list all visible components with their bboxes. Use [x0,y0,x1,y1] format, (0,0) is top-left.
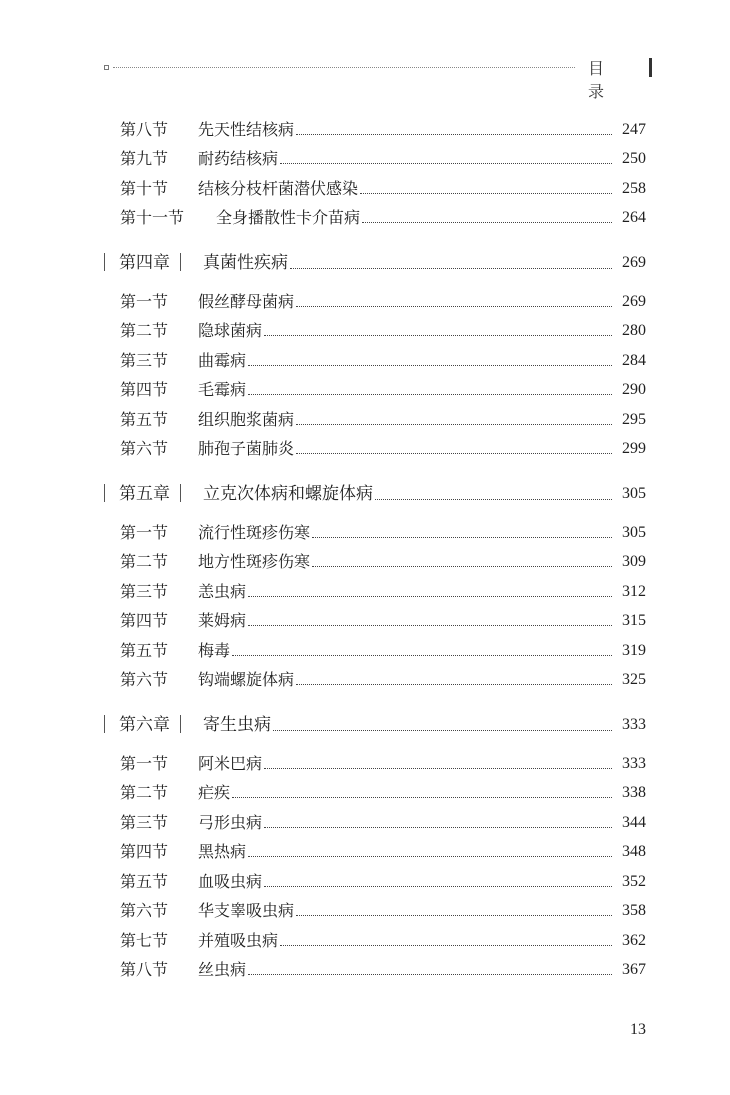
section-label: 第三节 [120,350,169,370]
section-page-number: 309 [622,553,646,570]
section-title: 先天性结核病 [198,119,295,139]
toc-section-entry[interactable] [104,774,646,804]
section-label: 第五节 [120,640,169,660]
section-page-number: 358 [622,902,646,919]
toc-section-entry[interactable] [104,862,646,892]
dot-leader [280,945,612,946]
section-title: 并殖吸虫病 [198,930,279,950]
section-title: 弓形虫病 [198,812,263,832]
section-title: 全身播散性卡介苗病 [216,208,361,227]
section-title: 地方性斑疹伤寒 [198,552,311,571]
chapter-divider [180,484,181,502]
toc-section-entry[interactable] [104,430,646,460]
section-title: 流行性斑疹伤寒 [198,522,311,542]
section-label: 第十节 [120,178,169,198]
section-label: 第一节 [120,522,169,542]
header-dotted-rule [113,67,575,68]
section-label: 第三节 [120,812,169,832]
toc-section-entry[interactable] [104,140,646,170]
section-page-number: 280 [622,322,646,339]
section-title: 梅毒 [198,640,231,660]
section-label: 第六节 [120,901,169,920]
section-page-number: 315 [622,612,646,629]
section-page-number: 250 [622,150,646,167]
toc-section-entry[interactable] [104,572,646,602]
dot-leader [296,684,612,685]
section-title: 丝虫病 [198,960,247,979]
section-page-number: 258 [622,179,646,197]
chapter-title: 立克次体病和螺旋体病 [203,484,373,504]
section-title: 曲霉病 [198,350,247,370]
toc-section-entry[interactable] [104,543,646,573]
chapter-label: 第六章 [119,715,170,735]
section-label: 第二节 [120,321,169,340]
section-page-number: 305 [622,523,646,541]
chapter-title: 寄生虫病 [203,715,271,735]
section-label: 第二节 [120,783,169,802]
dot-leader [375,499,612,500]
chapter-divider [180,253,181,271]
dot-leader [296,134,612,135]
section-page-number: 247 [622,120,646,138]
section-label: 第八节 [120,960,169,979]
toc-section-entry[interactable] [104,661,646,691]
section-label: 第五节 [120,409,169,429]
chapter-title: 真菌性疾病 [203,253,288,273]
dot-leader [296,306,612,307]
dot-leader [296,424,612,425]
dot-leader [312,537,612,538]
page-number: 13 [630,1021,646,1038]
section-label: 第六节 [120,670,169,689]
section-page-number: 284 [622,351,646,369]
toc-section-entry[interactable] [104,169,646,199]
section-page-number: 264 [622,209,646,226]
section-label: 第八节 [120,119,169,139]
dot-leader [362,222,612,223]
toc-chapter-entry[interactable] [104,475,646,505]
section-title: 耐药结核病 [198,149,279,168]
section-page-number: 348 [622,843,646,860]
section-page-number: 362 [622,931,646,949]
dot-leader [280,163,612,164]
section-title: 隐球菌病 [198,321,263,340]
toc-section-entry[interactable] [104,803,646,833]
dot-leader [248,394,612,395]
dot-leader [248,365,612,366]
section-label: 第四节 [120,380,169,399]
toc-section-entry[interactable] [104,312,646,342]
chapter-divider [180,715,181,733]
section-label: 第一节 [120,291,169,311]
toc-section-entry[interactable] [104,110,646,140]
dot-leader [232,797,612,798]
section-title: 肺孢子菌肺炎 [198,439,295,458]
section-label: 第四节 [120,842,169,861]
toc-section-entry[interactable] [104,371,646,401]
dot-leader [264,886,612,887]
toc-section-entry[interactable] [104,602,646,632]
section-page-number: 295 [622,410,646,428]
section-label: 第四节 [120,611,169,630]
section-page-number: 312 [622,582,646,600]
dot-leader [312,566,612,567]
running-header [104,56,652,101]
section-label: 第九节 [120,149,169,168]
section-page-number: 352 [622,872,646,890]
section-label: 第五节 [120,871,169,891]
section-title: 莱姆病 [198,611,247,630]
section-page-number: 333 [622,754,646,772]
toc-section-entry[interactable] [104,400,646,430]
section-label: 第七节 [120,930,169,950]
section-title: 疟疾 [198,783,231,802]
header-title: 目 录 [588,59,617,101]
dot-leader [264,768,612,769]
toc-section-entry[interactable] [104,513,646,543]
section-label: 第一节 [120,753,169,773]
toc-section-entry[interactable] [104,951,646,981]
section-title: 恙虫病 [198,581,247,601]
dot-leader [360,193,612,194]
dot-leader [248,974,612,975]
section-page-number: 319 [622,641,646,659]
chapter-bar [104,715,105,733]
section-page-number: 325 [622,671,646,688]
section-title: 阿米巴病 [198,753,263,773]
toc-section-entry[interactable] [104,199,646,229]
section-page-number: 338 [622,784,646,801]
section-label: 第六节 [120,439,169,458]
chapter-label: 第四章 [119,253,170,273]
chapter-page-number: 333 [622,716,646,733]
header-rule-marker [104,65,109,70]
toc-section-entry[interactable] [104,833,646,863]
section-label: 第十一节 [120,208,185,227]
section-page-number: 299 [622,440,646,457]
section-page-number: 269 [622,292,646,310]
dot-leader [232,655,612,656]
section-page-number: 290 [622,381,646,398]
dot-leader [264,827,612,828]
toc-section-entry[interactable] [104,341,646,371]
toc-section-entry[interactable] [104,744,646,774]
section-title: 组织胞浆菌病 [198,409,295,429]
chapter-label: 第五章 [119,484,170,504]
header-bar [649,58,652,77]
dot-leader [264,335,612,336]
dot-leader [290,268,612,269]
dot-leader [248,856,612,857]
dot-leader [296,453,612,454]
section-title: 血吸虫病 [198,871,263,891]
chapter-page-number: 269 [622,254,646,271]
toc-chapter-entry[interactable] [104,706,646,736]
toc-section-entry[interactable] [104,631,646,661]
toc-section-entry[interactable] [104,282,646,312]
dot-leader [296,915,612,916]
chapter-bar [104,484,105,502]
section-title: 毛霉病 [198,380,247,399]
section-page-number: 344 [622,813,646,831]
section-title: 华支睾吸虫病 [198,901,295,920]
toc-section-entry[interactable] [104,921,646,951]
section-page-number: 367 [622,961,646,978]
section-title: 结核分枝杆菌潜伏感染 [198,178,359,198]
section-title: 假丝酵母菌病 [198,291,295,311]
toc-chapter-entry[interactable] [104,244,646,274]
dot-leader [248,596,612,597]
toc-section-entry[interactable] [104,892,646,922]
section-title: 钩端螺旋体病 [198,670,295,689]
section-label: 第二节 [120,552,169,571]
chapter-bar [104,253,105,271]
section-title: 黑热病 [198,842,247,861]
section-label: 第三节 [120,581,169,601]
table-of-contents [104,110,646,980]
chapter-page-number: 305 [622,485,646,502]
dot-leader [273,730,612,731]
dot-leader [248,625,612,626]
